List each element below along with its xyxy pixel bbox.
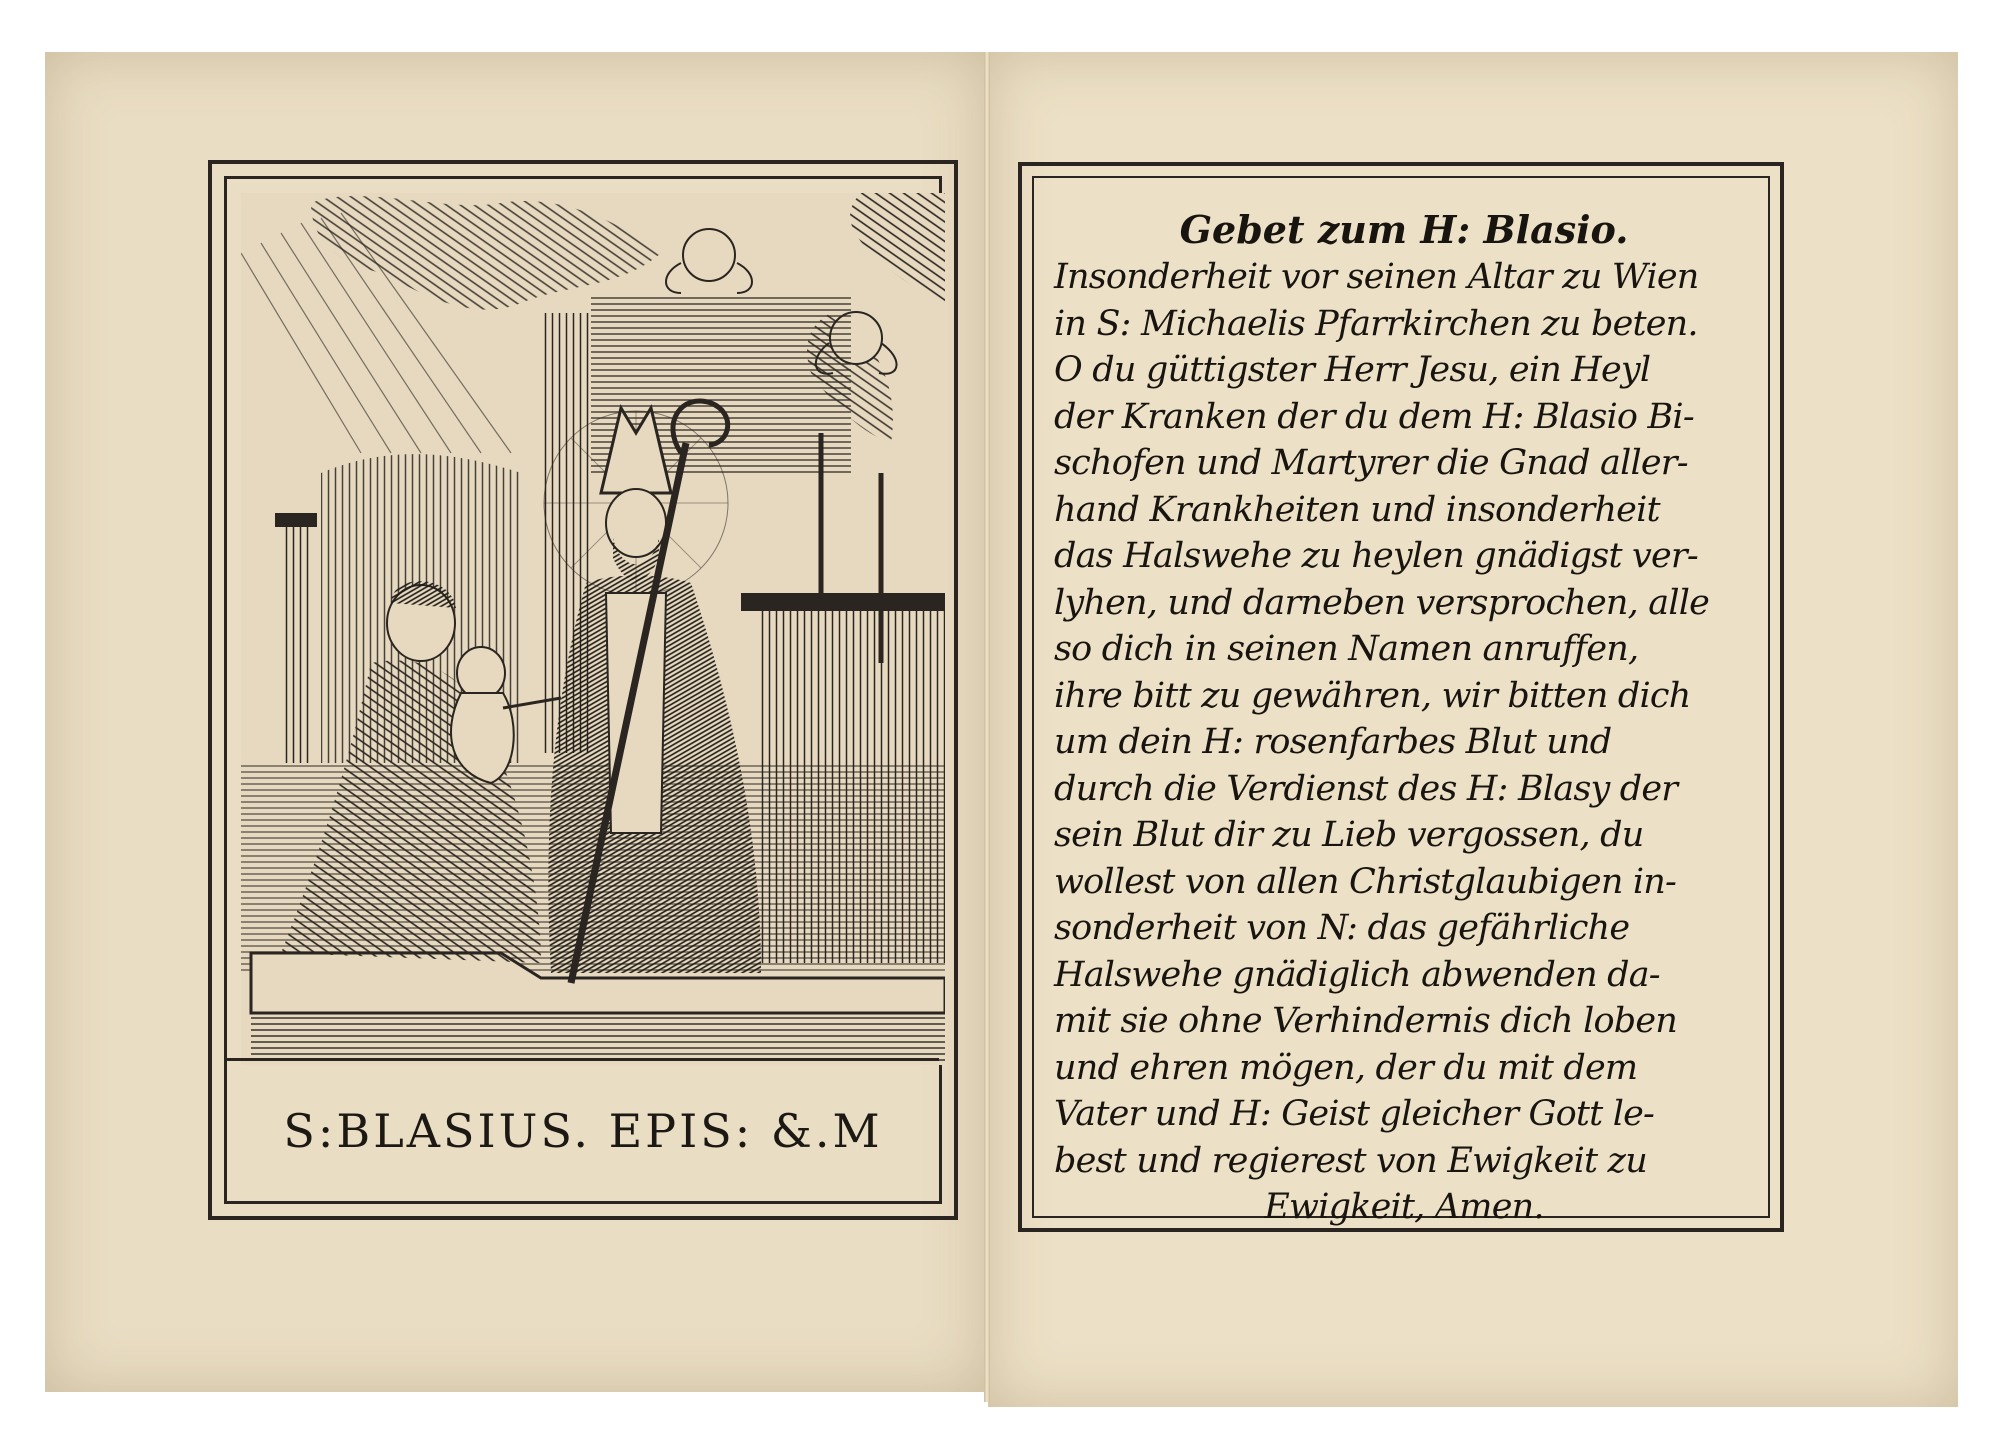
prayer-line: Insonderheit vor seinen Altar zu Wien: [1054, 257, 1699, 297]
engraving-frame: [208, 160, 958, 1220]
prayer-line: Vater und H: Geist gleicher Gott le-: [1054, 1094, 1655, 1134]
prayer-line: der Kranken der du dem H: Blasio Bi-: [1054, 396, 1694, 437]
prayer-line: wollest von allen Christglaubigen in-: [1054, 861, 1677, 902]
prayer-line: um dein H: rosenfarbes Blut und: [1054, 722, 1612, 762]
prayer-closing-line: Ewigkeit, Amen.: [1264, 1187, 1544, 1227]
prayer-line: schofen und Martyrer die Gnad aller-: [1054, 443, 1688, 483]
prayer-line: lyhen, und darneben versprochen, alle: [1054, 582, 1710, 623]
engraving-caption: S:BLASIUS. EPIS: &.M: [283, 1104, 883, 1158]
prayer-line: so dich in seinen Namen anruffen,: [1054, 629, 1639, 669]
prayer-line: ihre bitt zu gewähren, wir bitten dich: [1054, 675, 1691, 716]
fold-crease: [984, 52, 990, 1402]
engraving-inner-border: [224, 176, 942, 1204]
prayer-line: in S: Michaelis Pfarrkirchen zu beten.: [1054, 303, 1698, 344]
prayer-line: das Halswehe zu heylen gnädigst ver-: [1054, 536, 1698, 576]
saint-blasius-engraving: [241, 193, 945, 1065]
prayer-line: Halswehe gnädiglich abwenden da-: [1054, 954, 1660, 995]
prayer-frame: [1018, 162, 1784, 1232]
prayer-title: Gebet zum H: Blasio.: [1179, 207, 1629, 252]
prayer-text-block: [1054, 206, 1754, 1227]
engraving-illustration: [241, 193, 945, 1065]
prayer-line: sein Blut dir zu Lieb vergossen, du: [1054, 815, 1644, 855]
prayer-line: und ehren mögen, der du mit dem: [1054, 1047, 1638, 1088]
prayer-line: O du güttigster Herr Jesu, ein Heyl: [1054, 350, 1651, 390]
prayer-line: durch die Verdienst des H: Blasy der: [1054, 768, 1678, 809]
prayer-line: hand Krankheiten und insonderheit: [1054, 489, 1660, 530]
prayer-line: best und regierest von Ewigkeit zu: [1054, 1140, 1647, 1181]
prayer-line: mit sie ohne Verhindernis dich loben: [1054, 1001, 1678, 1041]
caption-box: [227, 1058, 939, 1201]
prayer-inner-border: [1032, 176, 1770, 1227]
prayer-line: sonderheit von N: das gefährliche: [1054, 908, 1630, 948]
